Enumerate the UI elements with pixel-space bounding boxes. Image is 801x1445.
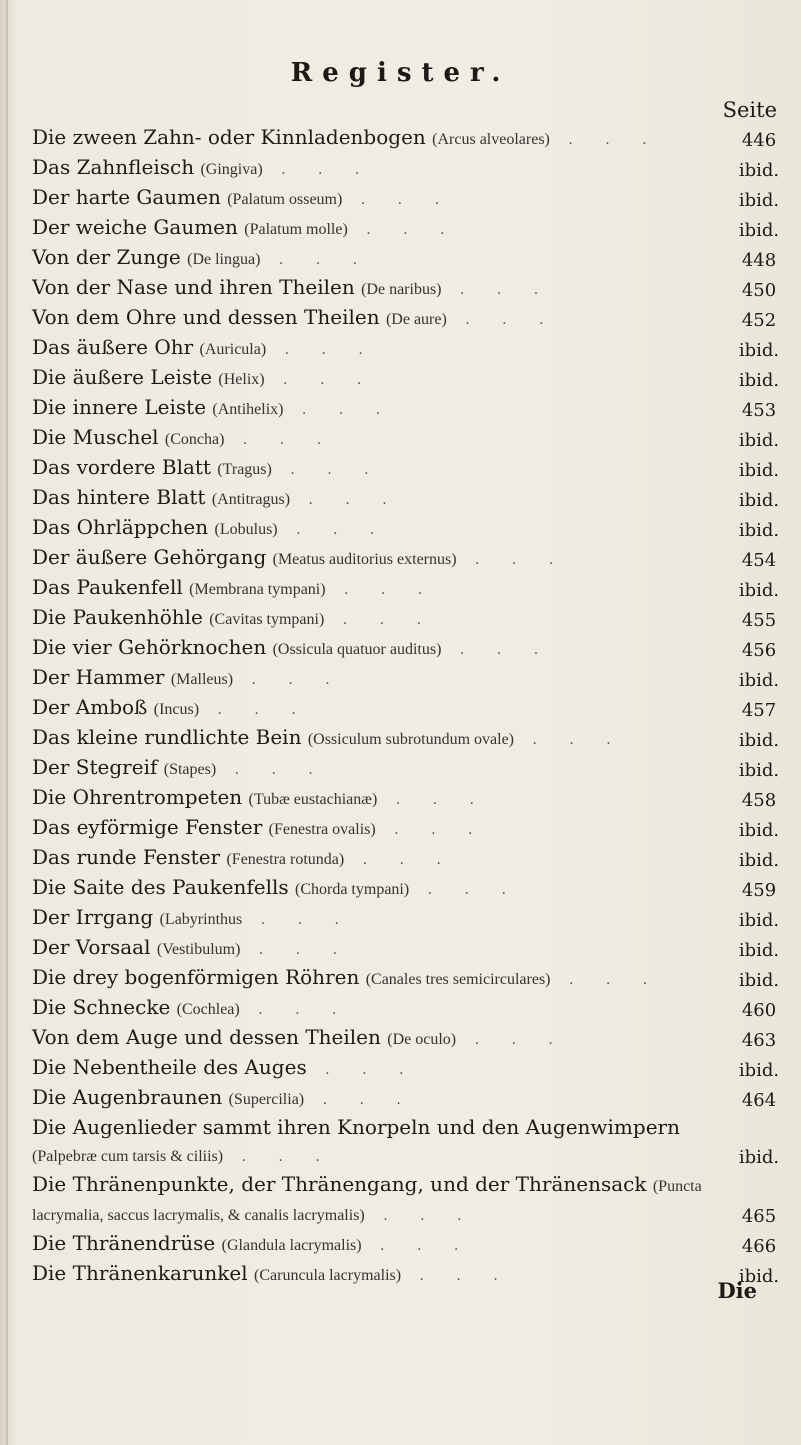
index-entry [32,874,792,904]
entry-latin-term: (Ossiculum subrotundum ovale) [307,731,515,748]
entry-latin-term: (Incus) [153,701,200,718]
entry-page-ref: 456 [741,640,777,661]
entry-latin-term: (De oculo) [387,1031,457,1048]
entry-latin-term: (Supercilia) [228,1091,305,1108]
leader-dots: . . . [304,1092,415,1108]
entry-page-ref: ibid. [738,490,780,511]
entry-page-ref: ibid. [738,820,780,841]
entry-german-term: Das Zahnfleisch [32,155,195,179]
leader-dots: . . . [240,942,352,958]
entry-page-ref: 446 [741,130,777,151]
catchword: Die [717,1278,757,1303]
entry-german-term: Die Nebentheile des Auges [32,1055,307,1079]
index-entry-text [32,1084,726,1114]
entry-german-term: Das Paukenfell [32,575,183,599]
entry-latin-term: (Chorda tympani) [295,881,410,898]
index-entry-text [32,904,726,934]
index-entry-text [32,1260,726,1290]
index-entry [32,454,792,484]
index-entry-text [32,664,726,694]
entry-latin-term: (Palatum molle) [244,221,348,238]
page-column-label: Seite [722,98,777,122]
leader-dots: . . . [266,342,377,358]
entry-page-ref: 458 [741,790,777,811]
entry-german-term: Der äußere Gehörgang [32,545,267,569]
entry-page-ref: 466 [741,1236,777,1257]
index-entry [32,364,792,394]
entry-latin-term: (Palatum osseum) [227,191,343,208]
entry-german-term: Das hintere Blatt [32,485,206,509]
index-entry [32,1054,792,1084]
entry-page-ref: 450 [741,280,777,301]
entry-latin-term: (De naribus) [361,281,442,298]
entry-page-ref: ibid. [738,940,780,961]
index-entry [32,274,792,304]
entry-german-term: Die Muschel [32,425,159,449]
entry-latin-term: (Tubæ eustachianæ) [248,791,378,808]
index-entry [32,964,792,994]
entry-page-ref: 460 [741,1000,777,1021]
leader-dots: . . . [342,192,454,208]
entry-german-term: Der weiche Gaumen [32,215,238,239]
entry-german-term: Von der Zunge [32,245,181,269]
entry-german-term: Die äußere Leiste [32,365,213,389]
leader-dots: . . . [441,282,553,298]
leader-dots: . . . [344,852,455,868]
entry-latin-term: (Fenestra ovalis) [268,821,376,838]
leader-dots: . . . [375,822,487,838]
index-entry [32,394,792,424]
entry-latin-term: (Canales tres semicirculares) [365,971,551,988]
leader-dots: . . . [223,1149,334,1165]
entry-german-term: Von dem Ohre und dessen Theilen [32,305,380,329]
leader-dots: . . . [224,432,336,448]
entry-page-ref: 457 [741,700,777,721]
entry-german-term: Von der Nase und ihren Theilen [32,275,355,299]
leader-dots: . . . [260,252,372,268]
entry-german-term: Der Vorsaal [32,935,151,959]
entry-latin-term: (Tragus) [217,461,272,478]
index-entry [32,484,792,514]
leader-dots: . . . [290,492,401,508]
entry-page-ref: ibid. [738,850,780,871]
entry-german-term: Die Paukenhöhle [32,605,203,629]
entry-page-ref: ibid. [738,370,780,391]
entry-page-ref: 464 [741,1090,777,1111]
index-entry-text [32,184,726,214]
index-entry-text [32,454,726,484]
entry-page-ref: 452 [741,310,777,331]
leader-dots: . . . [262,162,374,178]
entry-page-ref: ibid. [738,1147,780,1168]
entry-page-ref: ibid. [738,340,780,361]
index-entry [32,154,792,184]
index-entry-text [32,634,726,664]
leader-dots: . . . [239,1002,351,1018]
entry-latin-term: (De lingua) [187,251,261,268]
entry-page-ref: ibid. [738,970,780,991]
index-entry [32,124,792,154]
entry-german-term: Die innere Leiste [32,395,207,419]
entry-german-term: Das Ohrläppchen [32,515,209,539]
index-entry [32,994,792,1024]
page-header: Register. [290,58,511,88]
entry-german-term: Der Hammer [32,665,165,689]
leader-dots: . . . [549,132,661,148]
entry-latin-term: (Glandula lacrymalis) [221,1237,362,1254]
index-entry [32,334,792,364]
index-entry [32,304,792,334]
entry-page-ref: ibid. [738,160,780,181]
index-entry [32,754,792,784]
index-entry-text [32,334,726,364]
entry-page-ref: 459 [741,880,777,901]
index-entry [32,1084,792,1114]
entry-page-ref: ibid. [738,580,780,601]
index-entry [32,1230,792,1260]
entry-german-term: Die drey bogenförmigen Röhren [32,965,360,989]
entry-german-term: Die Augenlieder sammt ihren Knorpeln und den Augenwimpern [32,1115,680,1139]
entry-latin-term: (Vestibulum) [156,941,241,958]
entry-latin-term: (Concha) [164,431,225,448]
entry-page-ref: ibid. [738,730,780,751]
index-entry-text [32,844,726,874]
entry-german-term: Die Thränenkarunkel [32,1261,248,1285]
entry-latin-term: (Arcus alveolares) [432,131,550,148]
index-entry-text [32,394,726,424]
index-entry-text [32,1171,726,1230]
entry-latin-term: (Malleus) [170,671,234,688]
index-entry-text [32,1230,726,1260]
index-entry-text [32,124,726,154]
entry-german-term: Die Thränendrüse [32,1231,216,1255]
entry-page-ref: 455 [741,610,777,631]
entry-page-ref: ibid. [738,910,780,931]
entry-latin-term: (Membrana tympani) [189,581,326,598]
entry-german-term: Von dem Auge und dessen Theilen [32,1025,381,1049]
entry-page-ref: ibid. [738,670,780,691]
index-entry [32,694,792,724]
index-entry-text [32,874,726,904]
index-entry-text [32,784,726,814]
index-entry [32,1171,792,1230]
entry-german-term: Der Stegreif [32,755,158,779]
entry-german-term: Das runde Fenster [32,845,221,869]
index-entry-text [32,934,726,964]
index-entry-text [32,694,726,724]
index-entry-text [32,1054,726,1084]
entry-page-ref: 454 [741,550,777,571]
entry-page-ref: ibid. [738,220,780,241]
entry-german-term: Die vier Gehörknochen [32,635,267,659]
entry-page-ref: ibid. [738,430,780,451]
entry-page-ref: ibid. [738,460,780,481]
index-entry [32,664,792,694]
leader-dots: . . . [216,762,327,778]
leader-dots: . . . [514,732,625,748]
entry-latin-term: (Ossicula quatuor auditus) [272,641,442,658]
index-entry-text [32,574,726,604]
index-entry [32,814,792,844]
entry-latin-term: (Meatus auditorius externus) [272,551,457,568]
index-entry [32,1114,792,1171]
index-entry [32,544,792,574]
entry-latin-term: (Stapes) [163,761,217,778]
index-entry-text [32,424,726,454]
leader-dots: . . . [242,912,353,928]
leader-dots: . . . [377,792,488,808]
entry-latin-term: (Fenestra rotunda) [226,851,345,868]
entry-page-ref: 453 [741,400,777,421]
entry-page-ref: 465 [741,1206,777,1227]
leader-dots: . . . [364,1208,476,1224]
leader-dots: . . . [446,312,558,328]
index-entry [32,1024,792,1054]
leader-dots: . . . [283,402,395,418]
index-entry [32,574,792,604]
entry-german-term: Das kleine rundlichte Bein [32,725,302,749]
index-entry [32,604,792,634]
index-entries [32,124,792,1290]
entry-german-term: Die Thränenpunkte, der Thränengang, und der Thränensack [32,1172,647,1196]
leader-dots: . . . [233,672,344,688]
leader-dots: . . . [401,1268,512,1284]
entry-latin-term: (Antitragus) [211,491,291,508]
index-entry-text [32,1114,726,1171]
entry-german-term: Das eyförmige Fenster [32,815,263,839]
index-entry [32,184,792,214]
leader-dots: . . . [361,1238,473,1254]
entry-latin-term: (Helix) [218,371,265,388]
entry-german-term: Das äußere Ohr [32,335,194,359]
entry-latin-term: (Auricula) [199,341,267,358]
index-entry-text [32,214,726,244]
index-entry-text [32,484,726,514]
index-entry [32,634,792,664]
index-entry-text [32,154,726,184]
entry-german-term: Das vordere Blatt [32,455,211,479]
index-entry-text [32,514,726,544]
entry-page-ref: ibid. [738,190,780,211]
index-entry [32,244,792,274]
entry-german-term: Der Amboß [32,695,148,719]
leader-dots: . . . [325,582,437,598]
leader-dots: . . . [441,642,553,658]
index-entry-text [32,604,726,634]
index-entry [32,844,792,874]
leader-dots: . . . [456,1032,567,1048]
index-entry-text [32,994,726,1024]
entry-german-term: Der Irrgang [32,905,154,929]
entry-latin-term: (Gingiva) [200,161,263,178]
entry-german-term: Die Ohrentrompeten [32,785,243,809]
entry-page-ref: ibid. [738,1266,780,1287]
index-entry [32,1260,792,1290]
index-entry-text [32,964,726,994]
index-entry-text [32,364,726,394]
leader-dots: . . . [199,702,310,718]
leader-dots: . . . [271,462,383,478]
entry-page-ref: ibid. [738,760,780,781]
entry-german-term: Der harte Gaumen [32,185,221,209]
entry-latin-term: (Puncta lacrymalia, saccus lacrymalis, & canalis lacrymalis) [32,1178,702,1224]
index-entry [32,424,792,454]
leader-dots: . . . [306,1062,418,1078]
entry-page-ref: ibid. [738,520,780,541]
index-entry [32,904,792,934]
entry-latin-term: (Cavitas tympani) [209,611,325,628]
index-entry-text [32,274,726,304]
index-entry-text [32,1024,726,1054]
index-entry [32,724,792,754]
index-entry-text [32,724,726,754]
index-entry [32,214,792,244]
entry-page-ref: 463 [741,1030,777,1051]
leader-dots: . . . [264,372,376,388]
leader-dots: . . . [347,222,459,238]
index-entry [32,934,792,964]
entry-german-term: Die zween Zahn- oder Kinnladenbogen [32,125,426,149]
entry-latin-term: (Caruncula lacrymalis) [254,1267,402,1284]
entry-latin-term: (Cochlea) [176,1001,240,1018]
entry-latin-term: (Antihelix) [212,401,284,418]
entry-latin-term: (Labyrinthus [159,911,243,928]
entry-german-term: Die Schnecke [32,995,171,1019]
leader-dots: . . . [456,552,568,568]
entry-latin-term: (De aure) [385,311,447,328]
index-entry-text [32,304,726,334]
leader-dots: . . . [409,882,520,898]
index-entry [32,514,792,544]
index-entry-text [32,754,726,784]
entry-german-term: Die Augenbraunen [32,1085,223,1109]
page-spine-shadow [6,0,8,1445]
entry-german-term: Die Saite des Paukenfells [32,875,289,899]
leader-dots: . . . [324,612,436,628]
index-entry-text [32,814,726,844]
leader-dots: . . . [277,522,389,538]
leader-dots: . . . [550,972,662,988]
index-entry-text [32,244,726,274]
entry-page-ref: 448 [741,250,777,271]
entry-latin-term: (Palpebræ cum tarsis & ciliis) [32,1148,224,1165]
index-entry [32,784,792,814]
entry-page-ref: ibid. [738,1060,780,1081]
entry-latin-term: (Lobulus) [214,521,278,538]
index-entry-text [32,544,726,574]
